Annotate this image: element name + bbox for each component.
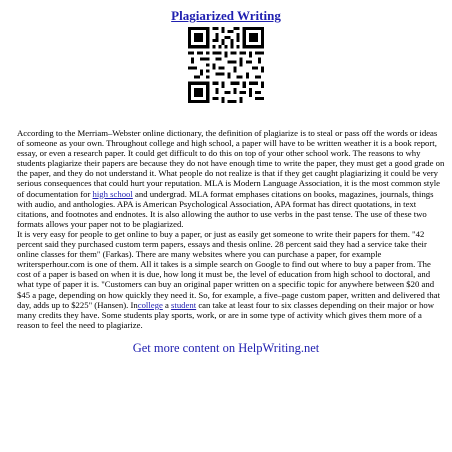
paragraph-1 xyxy=(17,128,445,229)
footer xyxy=(0,340,452,356)
helpwriting-link[interactable]: Get more content on HelpWriting.net xyxy=(132,341,320,355)
paragraph-1-text-a: According to the Merriam–Webster online dictionary, the definition of plagiarize is to steal or pass off the words or ideas of someone as your own. Throughout college and high school, a paper will have to be written weather it is a book report, essay, or even a research paper. It could get difficult to do this on top of your other school work. The reasons to why students plagiarize their papers are because they do not have enough time to write the paper, they must get a good grade on the paper, and they do not understand it. What people do not realize is that if they get caught plagiarizing it could be very serious consequences that could hurt your reputation. MLA is Modern Language Association, it is the most common style of documentation for xyxy=(17,128,445,199)
high-school-link[interactable]: high school xyxy=(92,188,133,199)
article-body xyxy=(17,128,445,330)
student-link[interactable]: student xyxy=(171,299,197,310)
paragraph-2-text-a: It is very easy for people to get online to buy a paper, or just as easily get someone to write their papers for them. "42 percent said they purchased custom term papers, essays and thesis online. 28 percent said they had a service take their online classes for them" (Farkas). There are many websites where you can purchase a paper, for example writersperhour.com is one of them. All it takes is a simple search on Google to find out where to buy a paper from. The cost of a paper is based on when it is due, how long it must be, the level of education from high school to doctoral, and what type of paper it is. "Customers can buy an original paper written on a specific topic for anywhere between $20 and $45 a page, depending on how quickly they need it. So, for example, a five–page custom paper, written and delivered that day, adds up to $225" (Hansen). In xyxy=(17,228,441,310)
title-link[interactable]: Plagiarized Writing xyxy=(171,8,281,23)
page-title xyxy=(0,8,452,24)
paragraph-1-text-b: and undergrad. MLA format emphases citations on books, magazines, journals, things with audio, and anthologies. APA is American Psychological Association, APA format has direct quotations, in text citations, and footnotes and endnotes. It is also allowing the author to use verbs in the past tense. The use of these two formats allows your paper not to be plagiarized. xyxy=(17,188,434,229)
qr-code-icon xyxy=(188,27,264,103)
college-link[interactable]: college xyxy=(137,299,163,310)
paragraph-2-text-b: a xyxy=(162,299,172,310)
paragraph-2-text-c: can take at least four to six classes depending on their major or how many credits they have. Some students play sports, work, or are in some type of activity which gives them more of a reason to feel the need to plagiarize. xyxy=(17,299,435,330)
paragraph-2 xyxy=(17,229,445,330)
